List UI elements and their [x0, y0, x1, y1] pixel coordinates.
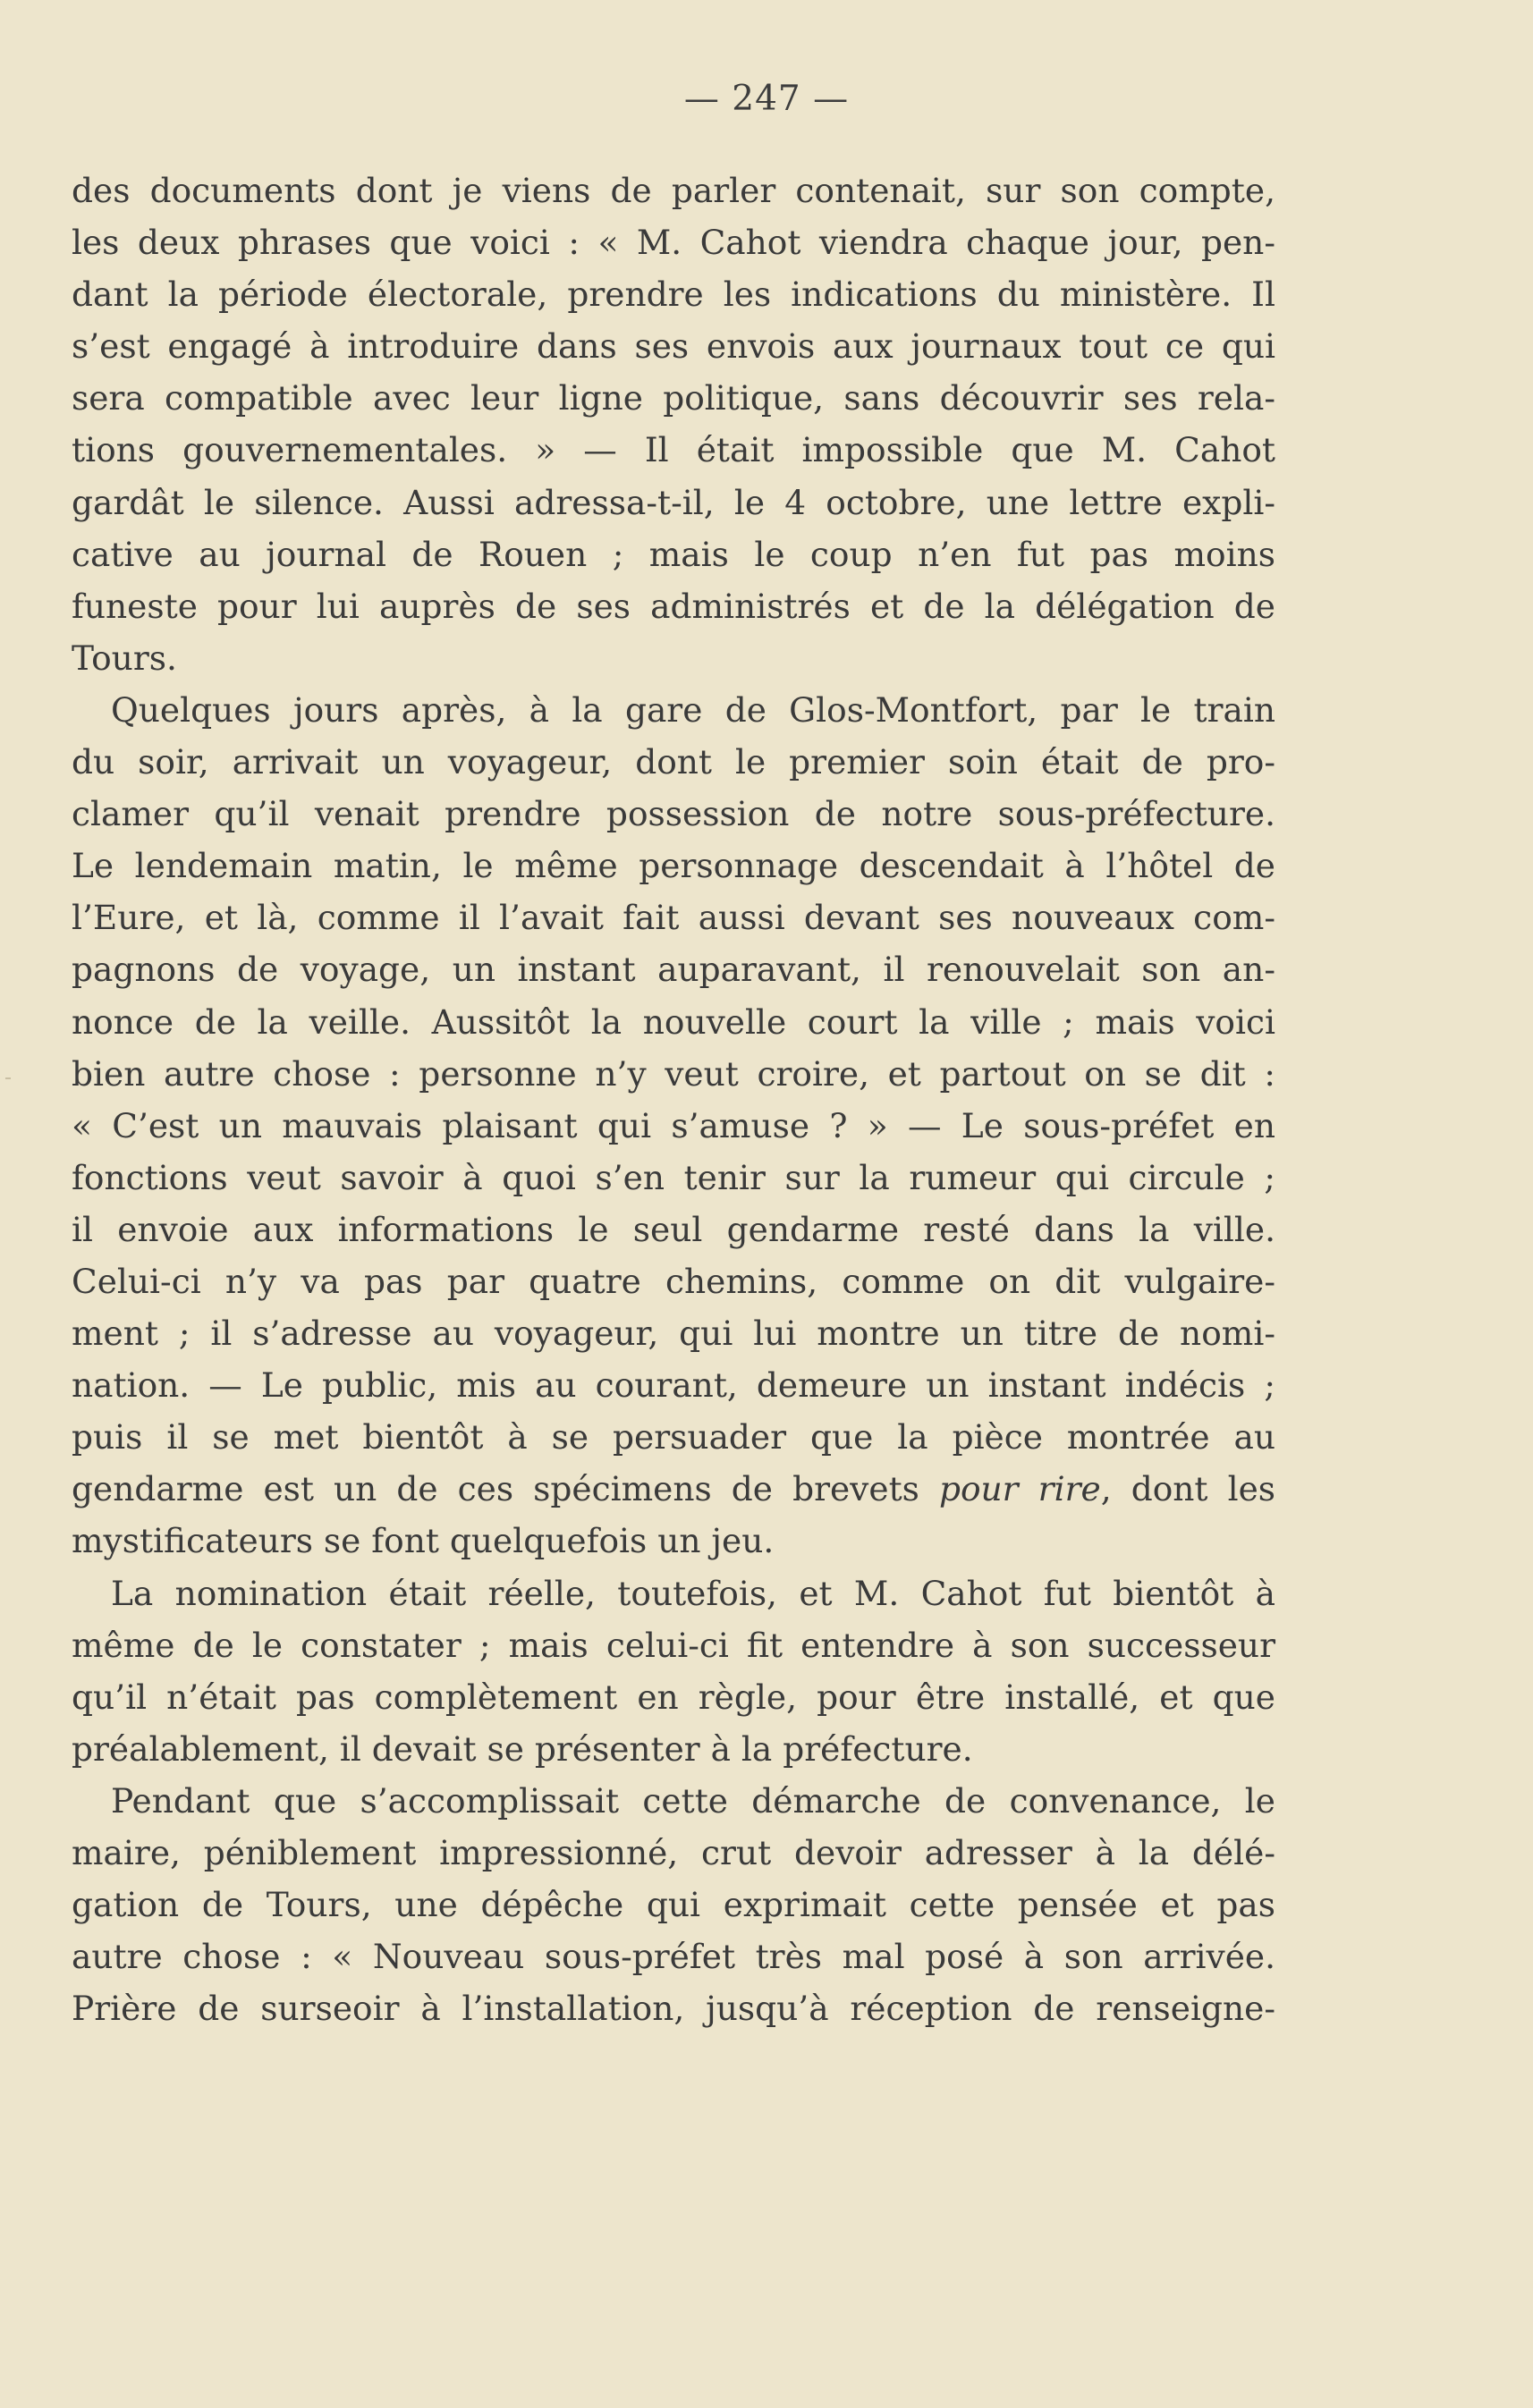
text-line: dant la période électorale, prendre les indications du ministère. Il — [72, 275, 1275, 315]
text-line: bien autre chose : personne n’y veut croire, et partout on se dit : — [72, 1053, 1275, 1094]
text-line: puis il se met bientôt à se persuader que la pièce montrée au — [72, 1417, 1275, 1457]
text-line: pagnons de voyage, un instant auparavant, il renouvelait son an- — [72, 950, 1275, 990]
page-number: — 247 — — [683, 79, 850, 119]
text-fragment: gendarme est un de ces spécimens de brevets — [72, 1469, 939, 1509]
margin-mark — [5, 1077, 11, 1079]
text-line: Celui-ci n’y va pas par quatre chemins, comme on dit vulgaire- — [72, 1261, 1275, 1301]
text-line: Prière de surseoir à l’installation, jusqu’à réception de renseigne- — [72, 1989, 1275, 2029]
body-text — [72, 165, 1275, 2034]
text-line: du soir, arrivait un voyageur, dont le premier soin était de pro- — [72, 742, 1275, 782]
text-line: nation. — Le public, mis au courant, demeure un instant indécis ; — [72, 1365, 1275, 1406]
text-line: sera compatible avec leur ligne politique, sans découvrir ses rela- — [72, 378, 1275, 418]
paragraph-end-line: préalablement, il devait se présenter à la préfecture. — [72, 1728, 973, 1769]
paragraph-start-line: Quelques jours après, à la gare de Glos-Montfort, par le train — [111, 689, 1275, 730]
paragraph-start-line: Pendant que s’accomplissait cette démarche de convenance, le — [111, 1780, 1275, 1821]
text-line: maire, péniblement impressionné, crut devoir adresser à la délé- — [72, 1833, 1275, 1872]
paragraph-end-line: Tours. — [72, 638, 177, 678]
text-fragment: , dont les — [1100, 1469, 1275, 1509]
text-line: « C’est un mauvais plaisant qui s’amuse ? » — Le sous-préfet en — [72, 1105, 1275, 1145]
text-line: autre chose : « Nouveau sous-préfet très mal posé à son arrivée. — [72, 1937, 1275, 1977]
text-line: qu’il n’était pas complètement en règle, pour être installé, et que — [72, 1677, 1275, 1717]
text-line: ment ; il s’adresse au voyageur, qui lui montre un titre de nomi- — [72, 1314, 1275, 1354]
text-line: fonctions veut savoir à quoi s’en tenir sur la rumeur qui circule ; — [72, 1157, 1275, 1197]
italic-phrase: pour rire — [938, 1469, 1101, 1509]
text-line: Le lendemain matin, le même personnage descendait à l’hôtel de — [72, 846, 1275, 886]
text-line: l’Eure, et là, comme il l’avait fait aussi devant ses nouveaux com- — [72, 898, 1275, 938]
text-line: cative au journal de Rouen ; mais le coup n’en fut pas moins — [72, 534, 1275, 574]
text-line: gardât le silence. Aussi adressa-t-il, le 4 octobre, une lettre expli- — [72, 482, 1275, 522]
text-line: nonce de la veille. Aussitôt la nouvelle court la ville ; mais voici — [72, 1001, 1275, 1042]
text-line-with-italic — [72, 1463, 1275, 1515]
text-line: clamer qu’il venait prendre possession de notre sous-préfecture. — [72, 794, 1275, 834]
text-line: funeste pour lui auprès de ses administrés et de la délégation de — [72, 586, 1275, 626]
paragraph-end-line: mystificateurs se font quelquefois un jeu. — [72, 1521, 775, 1561]
paragraph-start-line: La nomination était réelle, toutefois, et M. Cahot fut bientôt à — [111, 1573, 1275, 1613]
text-line: gation de Tours, une dépêche qui exprimait cette pensée et pas — [72, 1885, 1275, 1925]
text-line: même de le constater ; mais celui-ci fit entendre à son successeur — [72, 1625, 1275, 1665]
text-line: il envoie aux informations le seul gendarme resté dans la ville. — [72, 1209, 1275, 1249]
text-line: s’est engagé à introduire dans ses envois aux journaux tout ce qui — [72, 326, 1275, 367]
text-line: les deux phrases que voici : « M. Cahot viendra chaque jour, pen- — [72, 223, 1275, 263]
text-line: des documents dont je viens de parler contenait, sur son compte, — [72, 171, 1275, 210]
text-line: tions gouvernementales. » — Il était impossible que M. Cahot — [72, 430, 1275, 470]
